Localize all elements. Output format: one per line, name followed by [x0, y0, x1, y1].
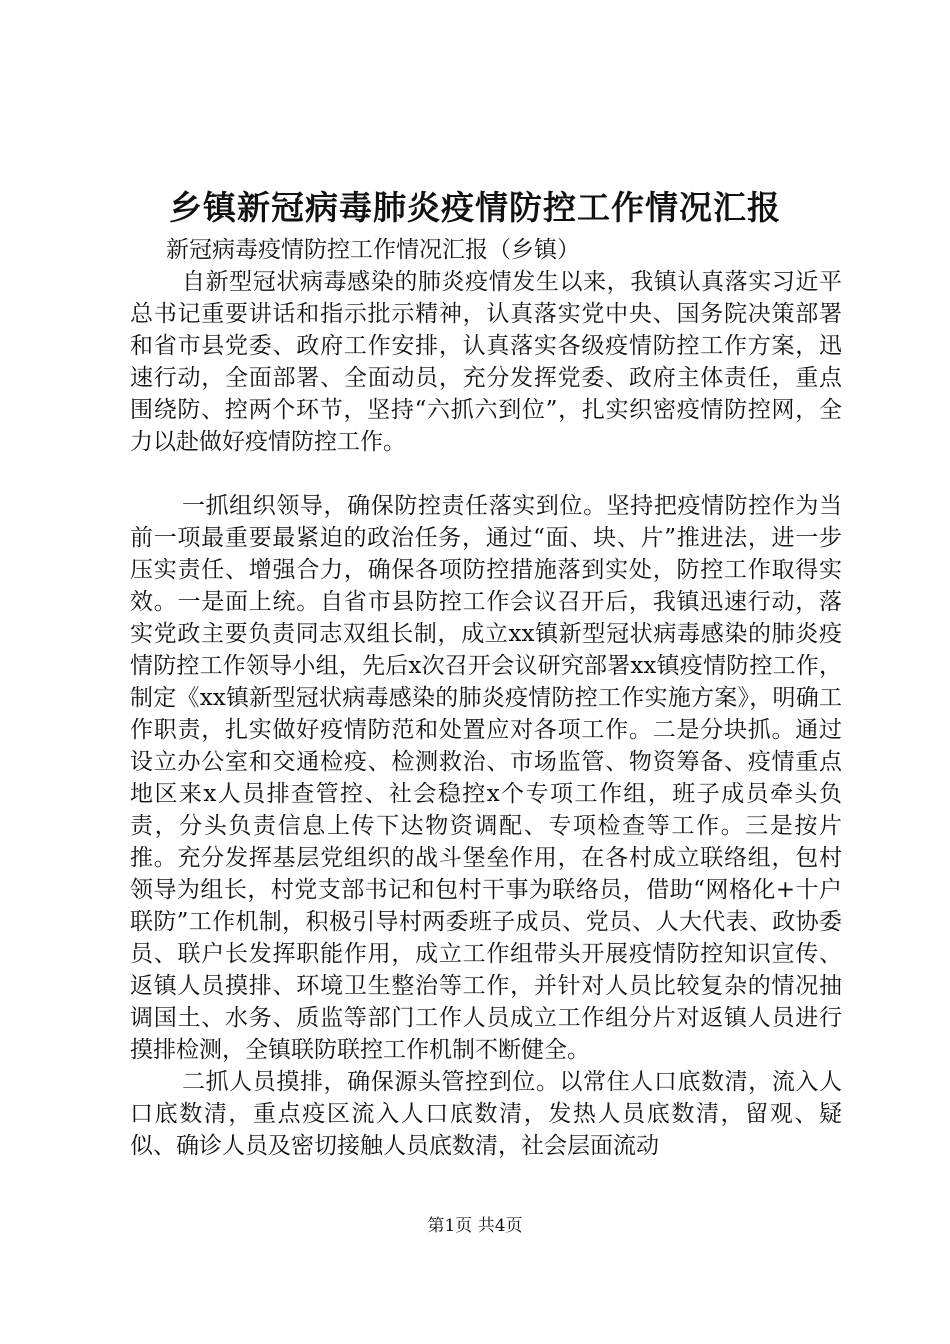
- paragraph-organization-leadership: 一抓组织领导，确保防控责任落实到位。坚持把疫情防控作为当前一项最重要最紧迫的政治任务，通过“面、块、片”推进法，进一步压实责任、增强合力，确保各项防控措施落到实处，防控工作取得实效。一是面上统。自省市县防控工作会议召开后，我镇迅速行动，落实党政主要负责同志双组长制，成立xx镇新型冠状病毒感染的肺炎疫情防控工作领导小组，先后x次召开会议研究部署xx镇疫情防控工作，制定《xx镇新型冠状病毒感染的肺炎疫情防控工作实施方案》，明确工作职责，扎实做好疫情防范和处置应对各项工作。二是分块抓。通过设立办公室和交通检疫、检测救治、市场监管、物资筹备、疫情重点地区来x人员排查管控、社会稳控x个专项工作组，班子成员牵头负责，分头负责信息上传下达物资调配、专项检查等工作。三是按片推。充分发挥基层党组织的战斗堡垒作用，在各村成立联络组，包村领导为组长，村党支部书记和包村干事为联络员，借助“网格化+十户联防”工作机制，积极引导村两委班子成员、党员、人大代表、政协委员、联户长发挥职能作用，成立工作组带头开展疫情防控知识宣传、返镇人员摸排、环境卫生整治等工作，并针对人员比较复杂的情况抽调国土、水务、质监等部门工作人员成立工作组分片对返镇人员进行摸排检测，全镇联防联控工作机制不断健全。: [130, 493, 842, 1063]
- paragraph-intro: 自新型冠状病毒感染的肺炎疫情发生以来，我镇认真落实习近平总书记重要讲话和指示批示精神，认真落实党中央、国务院决策部署和省市县党委、政府工作安排，认真落实各级疫情防控工作方案，迅速行动，全面部署、全面动员，充分发挥党委、政府主体责任，重点围绕防、控两个环节，坚持“六抓六到位”，扎实织密疫情防控网，全力以赴做好疫情防控工作。: [130, 269, 842, 455]
- document-title: 乡镇新冠病毒肺炎疫情防控工作情况汇报: [169, 188, 781, 227]
- page-footer: 第1页 共4页: [427, 1216, 523, 1236]
- paragraph-personnel-screening: 二抓人员摸排，确保源头管控到位。以常住人口底数清，流入人口底数清，重点疫区流入人口底数清，发热人员底数清，留观、疑似、确诊人员及密切接触人员底数清，社会层面流动: [130, 1069, 842, 1159]
- document-body: [130, 234, 842, 1162]
- document-subtitle: 新冠病毒疫情防控工作情况汇报（乡镇）: [166, 237, 580, 263]
- paragraph-spacer: [130, 458, 842, 490]
